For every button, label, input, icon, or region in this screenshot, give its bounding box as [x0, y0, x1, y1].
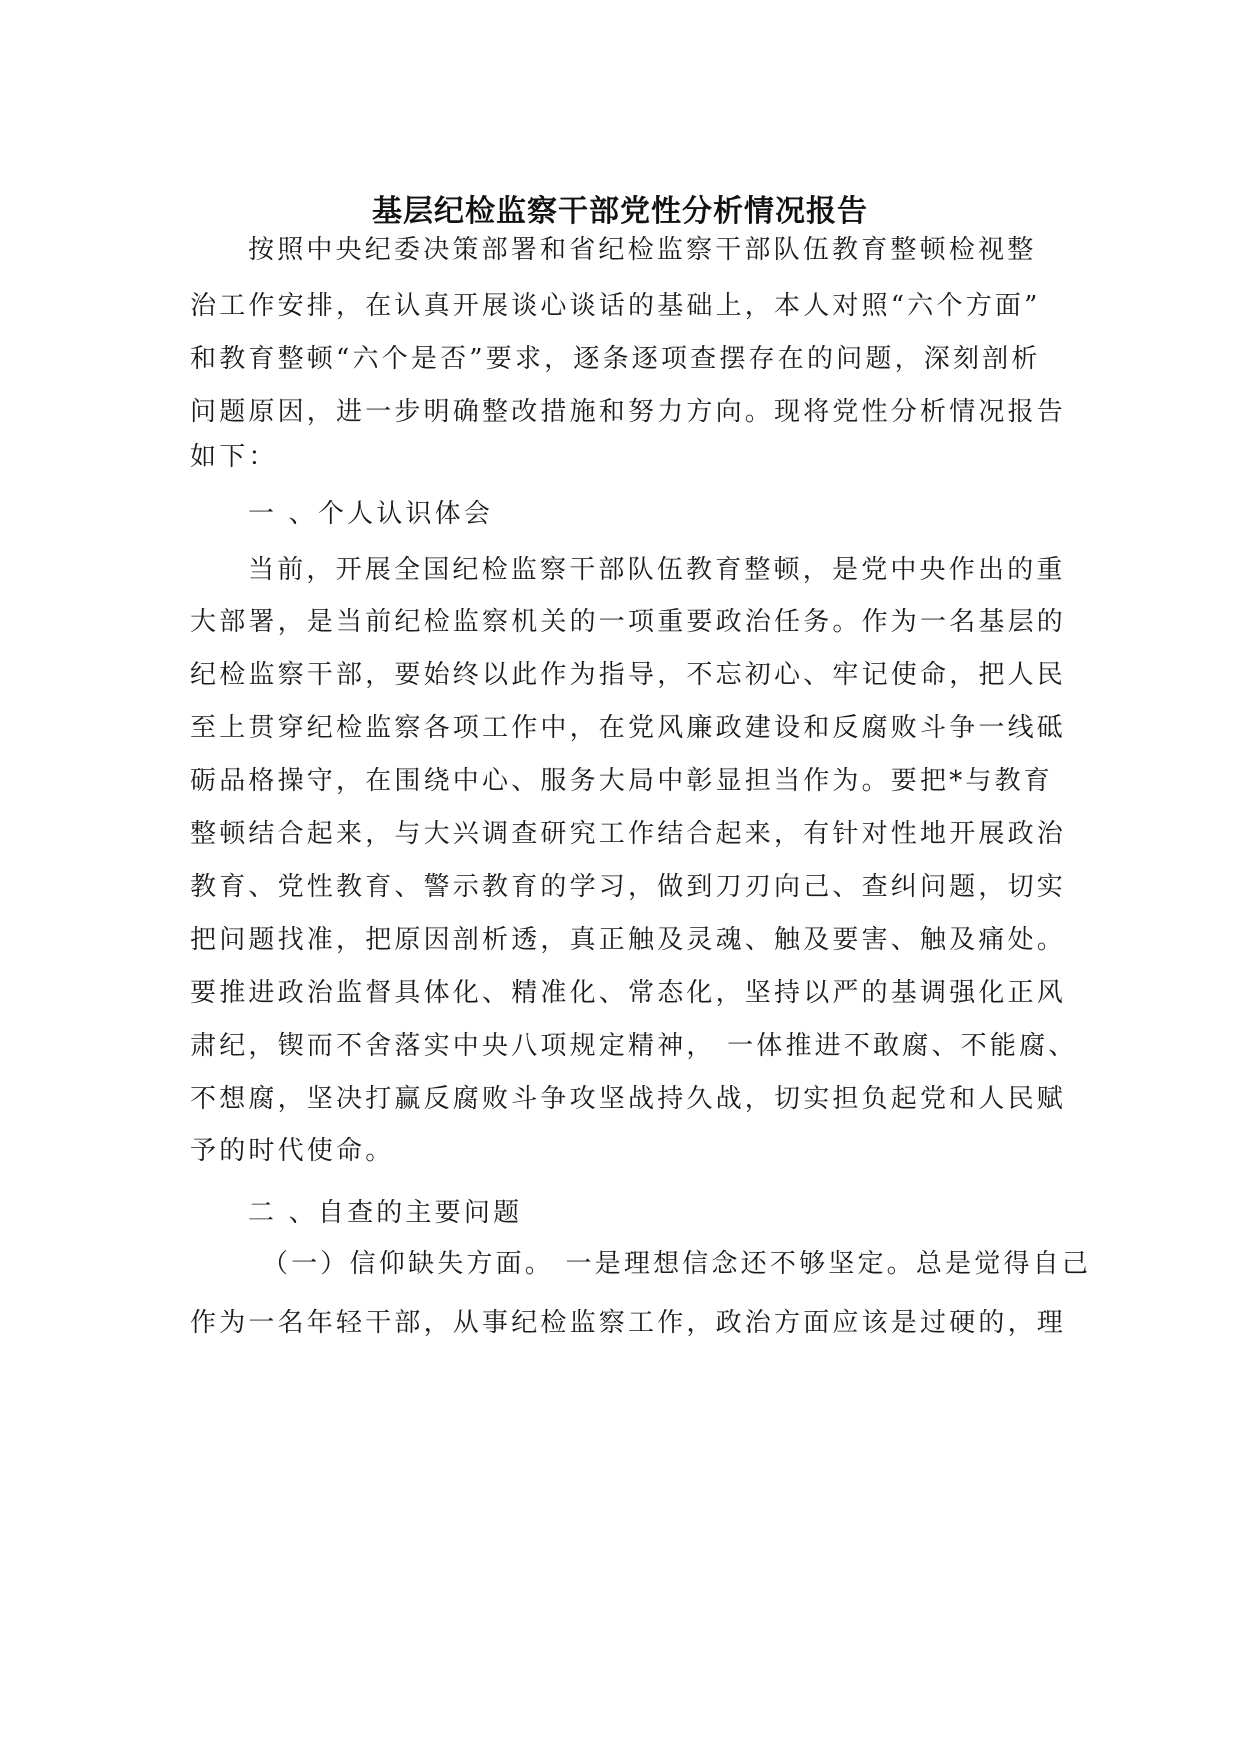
paragraph-line: 砺品格操守，在围绕中心、服务大局中彰显担当作为。要把*与教育 [190, 766, 1054, 796]
paragraph-line: 教育、党性教育、警示教育的学习，做到刀刃向己、查纠问题，切实 [190, 872, 1067, 902]
paragraph-line: 和教育整顿“六个是否”要求，逐条逐项查摆存在的问题，深刻剖析 [190, 344, 1041, 374]
paragraph-line: 至上贯穿纪检监察各项工作中，在党风廉政建设和反腐败斗争一线砥 [190, 713, 1067, 743]
paragraph-line: 整顿结合起来，与大兴调查研究工作结合起来，有针对性地开展政治 [190, 819, 1067, 849]
paragraph-line: 把问题找准，把原因剖析透，真正触及灵魂、触及要害、触及痛处。 [190, 925, 1067, 955]
paragraph-line: 问题原因，进一步明确整改措施和努力方向。现将党性分析情况报告 [190, 397, 1067, 427]
paragraph-line: 不想腐，坚决打赢反腐败斗争攻坚战持久战，切实担负起党和人民赋 [190, 1084, 1067, 1114]
paragraph-line: 肃纪，锲而不舍落实中央八项规定精神， 一体推进不敢腐、不能腐、 [190, 1031, 1078, 1061]
paragraph-line: 要推进政治监督具体化、精准化、常态化，坚持以严的基调强化正风 [190, 978, 1067, 1008]
paragraph-line: 当前，开展全国纪检监察干部队伍教育整顿，是党中央作出的重 [248, 555, 1066, 585]
paragraph-line: 治工作安排，在认真开展谈心谈话的基础上，本人对照“六个方面” [190, 291, 1041, 321]
paragraph-line: 大部署，是当前纪检监察机关的一项重要政治任务。作为一名基层的 [190, 607, 1067, 637]
section-heading: 一 、个人认识体会 [248, 499, 494, 529]
paragraph-line: （一）信仰缺失方面。 一是理想信念还不够坚定。总是觉得自己 [262, 1249, 1092, 1279]
section-heading: 二 、自查的主要问题 [248, 1198, 523, 1228]
paragraph-line: 如下： [190, 442, 278, 472]
paragraph-line: 作为一名年轻干部，从事纪检监察工作，政治方面应该是过硬的，理 [190, 1308, 1067, 1338]
paragraph-line: 按照中央纪委决策部署和省纪检监察干部队伍教育整顿检视整 [248, 235, 1037, 265]
paragraph-line: 予的时代使命。 [190, 1136, 395, 1166]
document-title: 基层纪检监察干部党性分析情况报告 [372, 194, 868, 229]
paragraph-line: 纪检监察干部，要始终以此作为指导，不忘初心、牢记使命，把人民 [190, 660, 1067, 690]
